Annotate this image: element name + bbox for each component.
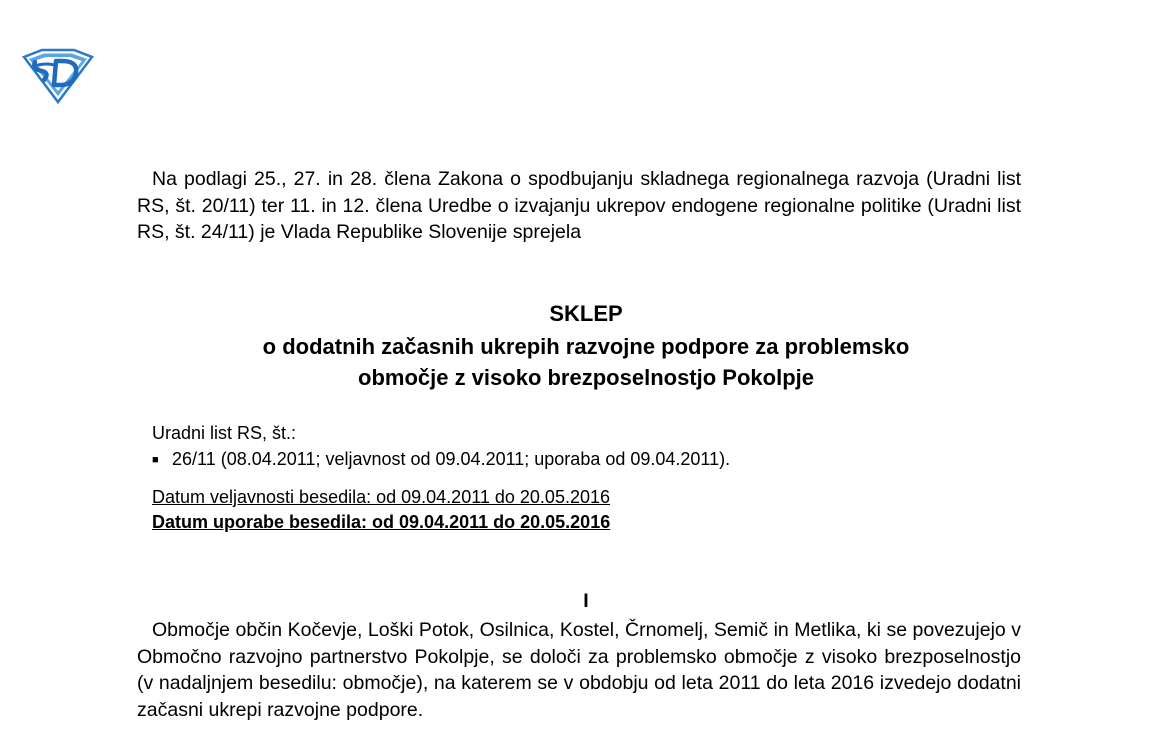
intro-paragraph: Na podlagi 25., 27. in 28. člena Zakona o spodbujanju skladnega regionalnega razvoja (Uradni list RS, št. 20/11) ter 11. in 12. člena Uredbe o izvajanju ukrepov endogene regionalne politike (Uradni list RS, št. 24/11) je Vlada Republike Slovenije sprejela (137, 168, 1021, 243)
document-subtitle-line2: območje z visoko brezposelnostjo Pokolpje (358, 365, 814, 390)
section-number: I (583, 590, 589, 612)
validity-date: Datum veljavnosti besedila: od 09.04.2011 do 20.05.2016 (152, 487, 610, 507)
gazette-label: Uradni list RS, št.: (152, 423, 297, 443)
document-subtitle-line1: o dodatnih začasnih ukrepih razvojne podpore za problemsko (262, 334, 910, 359)
section-paragraph: Območje občin Kočevje, Loški Potok, Osilnica, Kostel, Črnomelj, Semič in Metlika, ki se povezujejo v Območno razvojno partnerstvo Pokolpje, se določi za problemsko območje z visoko brezposelnostjo (v nadaljnjem besedilu: območje), na katerem se v obdobju od leta 2011 do leta 2016 izvedejo dodatni začasni ukrepi razvojne podpore. (137, 619, 1021, 721)
gazette-entry-text: 26/11 (08.04.2011; veljavnost od 09.04.2011; uporaba od 09.04.2011). (172, 449, 731, 469)
bullet-icon: ■ (152, 454, 159, 466)
shield-logo-icon (20, 47, 96, 105)
document-title: SKLEP (549, 301, 623, 326)
usage-date: Datum uporabe besedila: od 09.04.2011 do 20.05.2016 (152, 512, 611, 532)
gazette-entry (152, 447, 730, 472)
